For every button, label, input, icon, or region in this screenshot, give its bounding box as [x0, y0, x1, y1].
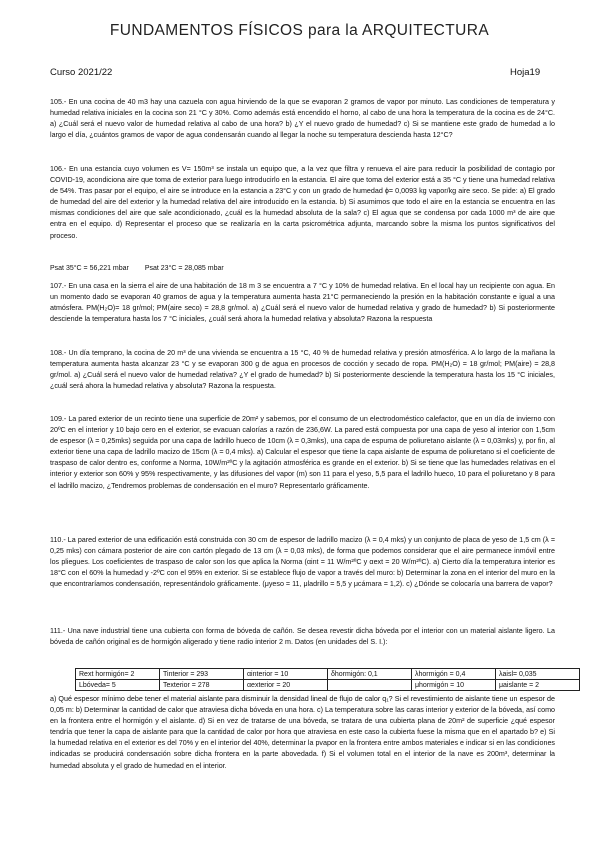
problem-111: 111.- Una nave industrial tiene una cubierta con forma de bóveda de cañón. Se desea revestir dicha bóveda por el interior con un material aislante ligero. La bóveda de cañón original es de hormigón aligerado y tiene radio interior 2 m. Datos (en unidades del S. I.):	[50, 627, 555, 647]
problem-107: 107.- En una casa en la sierra el aire de una habitación de 18 m 3 se encuentra a 7 °C y 10% de humedad relativa. En el local hay un recipiente con agua. En un momento dado se evaporan 40 gramos de agua y la temperatura aumenta hasta 21°C permaneciendo la presión en la habitación constante e igual a una atmósfera. PM(H₂O)= 18 gr/mol; PM(aire seco) = 28,8 gr/mol. a) ¿Cuál será el nuevo valor de humedad relativa y grado de humedad? b) Si posteriormente desciende la temperatura hasta los 7 °C iniciales, ¿cuál será ahora la humedad relativa y absoluta? Razona la respuesta	[50, 282, 555, 324]
problem-108: 108.- Un día temprano, la cocina de 20 m³ de una vivienda se encuentra a 15 °C, 40 % de humedad relativa y presión atmosférica. A lo largo de la mañana la temperatura aumenta hasta alcanzar 23 °C y se evaporan 300 g de agua en procesos de cocción y secado de ropa. PM(H₂O) = 18 gr/mol; PM(aire) = 28,8 gr/mol. a) ¿Cuál será el nuevo valor de humedad relativa? ¿Y el grado de humedad? b) Si posteriormente desciende la temperatura hasta los 15 °C iniciales, ¿cuál será ahora la humedad relativa y absoluta? Razona la respuesta.	[50, 349, 555, 391]
table-cell: μaislante = 2	[496, 680, 580, 691]
table-cell: λhormigón = 0,4	[412, 669, 496, 680]
problem-106: 106.- En una estancia cuyo volumen es V= 150m³ se instala un equipo que, a la vez que filtra y renueva el aire para reducir la posibilidad de contagio por COVID-19, acondiciona aire que toma de exterior para luego introducirlo en la estancia. El aire que toma del exterior está a 35 °C y tiene una humedad relativa de 54%. Tras pasar por el equipo, el aire se introduce en la estancia a 23°C y con un grado de humedad ϕ= 0,0093 kg vapor/kg aire seco. Se pide: a) El grado de humedad del aire del exterior y la humedad relativa del aire introducido en la estancia. b) Si asumimos que todo el aire en la estancia se encuentra en las mismas condiciones del aire que sale acondicionado, ¿cuál es la humedad absoluta de la sala? c) El agua que se condensa por cada 1000 m³ de aire que entra en el equipo. d) Representar el proceso que se realizaría en la carta psicrométrica adjunta, marcando sobre la misma los puntos significativos del proceso.	[50, 165, 555, 240]
saturation-pressures	[50, 265, 238, 272]
course-label: Curso 2021/22	[50, 67, 113, 78]
table-row	[76, 669, 580, 680]
problem-110: 110.- La pared exterior de una edificación está construida con 30 cm de espesor de ladrillo macizo (λ = 0,4 mks) y un conjunto de placa de yeso de 1,5 cm (λ = 0,25 mks) con cámara posterior de aire con cartón plegado de 13 cm (λ = 0,03 mks), de forma que podemos considerar que el aire permanece inmóvil entre los pliegues. Los coeficientes de traspaso de calor son los que aplica la Norma (αint = 11 W/m²ºC y αext = 20 W/m²ºC). a) Cierto día la temperatura interior es 18°C con el 60% la humedad y -2ºC con el 95% en exterior. Si se establece flujo de vapor a través del muro: b) Determinar la zona en el interior del muro en la que encontraríamos condensación, representándolo gráficamente. (μyeso = 11, μladrillo = 5,5 y μcámara = 1,2). c) ¿Dónde se colocaría una barrera de vapor?	[50, 536, 555, 589]
problem-109: 109.- La pared exterior de un recinto tiene una superficie de 20m² y sabemos, por el consumo de un electrodoméstico calefactor, que en un día de invierno con 20ºC en el interior y 10 bajo cero en el exterior, se evacuan calorías a razón de 236,6W. La pared está compuesta por una capa de yeso al interior con 1,5cm de espesor (λ = 0,25mks) seguida por una capa de ladrillo hueco de 10cm (λ = 0,3mks), una capa de espuma de poliuretano aislante (λ = 0,03mks) y, por fin, al exterior tiene una capa de ladrillo macizo de 15cm (λ = 0,4 mks). a) Calcular el espesor que tiene la capa aislante de espuma de poliuretano si el coeficiente de traspaso de calor dentro es, conforme a Norma, 10W/m²ºC y la agitación atmosférica es grande en el exterior. b) Si se tiene que las humedades relativas en el interior y exterior son 60% y 95% respectivamente, y las difusiones del vapor (m) son 11 para el yeso, 5,5 para el ladrillo hueco, 10 para el poliuretano y 8 para el ladrillo macizo, ¿Tendremos problemas de condensación en el muro? Representarlo gráficamente.	[50, 415, 555, 490]
document-title: FUNDAMENTOS FÍSICOS para la ARQUITECTURA	[109, 22, 490, 39]
psat-35: Psat 35°C = 56,221 mbar	[50, 265, 129, 272]
table-cell: αinterior = 10	[244, 669, 328, 680]
problem-105: 105.- En una cocina de 40 m3 hay una cazuela con agua hirviendo de la que se evaporan 2 gramos de vapor por minuto. Las condiciones de temperatura y humedad relativa iniciales en la cocina son 21 °C y 30%. Como además está encendido el horno, al cabo de una hora la temperatura de la cocina es de 24°C. a) ¿Cuál será el nuevo valor de humedad relativa al cabo de una hora? b) ¿Y el nuevo grado de humedad? c) Si se mantiene este grado de humedad a lo largo el día, ¿cuántos gramos de vapor de agua condensarán cuando al llegar la noche su temperatura descienda hasta 12°C?	[50, 98, 555, 140]
table-cell: Texterior = 278	[160, 680, 244, 691]
table-cell: Tinterior = 293	[160, 669, 244, 680]
problem-111-questions: a) Qué espesor mínimo debe tener el material aislante para disminuir la densidad lineal de flujo de calor q₁? Si el revestimiento de aislante tiene un espesor de 0,05 m: b) Determinar la cantidad de calor que atraviesa dicha bóveda en una hora. c) La temperatura sobre las caras interior y exterior de la bóveda, así como en la frontera entre el hormigón y el aislante. d) Si en vez de tratarse de una bóveda, se tratara de una cubierta plana de 20m² de superficie ¿qué espesor tendría que tener la capa de aislante para que la cantidad de calor por hora que atraviesa en este caso la cubierta fuese la misma que en el apartado b? e) Si la humedad relativa en el exterior es del 70% y en el interior del 40%, determinar la pvapor en la frontera entre ambos materiales e indicar si en las condiciones indicadas se producirá condensación sobre dicha frontera en la parte abovedada. f) Si el volumen total en el interior de la nave es 200m³, determinar la humedad absoluta y el grado de humedad en el interior.	[50, 695, 555, 770]
table-cell	[328, 680, 412, 691]
sheet-number: Hoja19	[510, 67, 541, 78]
table-cell: λaisl= 0,035	[496, 669, 580, 680]
table-cell: μhormigón = 10	[412, 680, 496, 691]
table-cell: Rext hormigón= 2	[76, 669, 160, 680]
psat-23: Psat 23°C = 28,085 mbar	[144, 265, 224, 272]
table-row	[76, 680, 580, 691]
data-table	[75, 668, 580, 691]
table-cell: δhormigón: 0,1	[328, 669, 412, 680]
table-cell: αexterior = 20	[244, 680, 328, 691]
table-cell: Lbóveda= 5	[76, 680, 160, 691]
